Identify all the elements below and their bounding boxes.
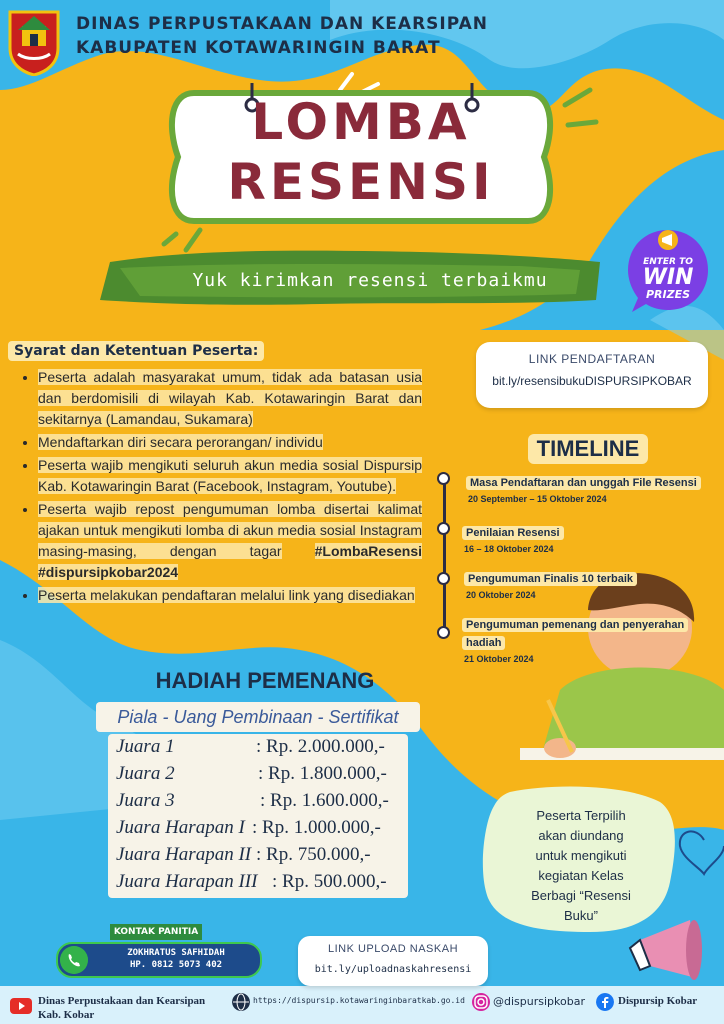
youtube-line-1: Dinas Perpustakaan dan Kearsipan (38, 995, 206, 1007)
contact-phone[interactable]: HP. 0812 5073 402 (129, 960, 223, 970)
youtube-icon[interactable] (10, 998, 32, 1014)
youtube-line-2: Kab. Kobar (38, 1009, 95, 1021)
prize-amount: : Rp. 1.000.000,- (252, 817, 381, 838)
timeline-item (462, 523, 564, 554)
timeline-event-cont: hadiah (462, 636, 505, 650)
prizes-subtitle: Piala - Uang Pembinaan - Sertifikat (96, 702, 420, 732)
timeline-date: 21 Oktober 2024 (464, 654, 534, 664)
upload-link-box[interactable] (298, 936, 488, 986)
whatsapp-phone-icon[interactable] (60, 946, 88, 974)
timeline-date: 20 Oktober 2024 (466, 590, 536, 600)
instagram-icon[interactable] (472, 993, 490, 1011)
timeline-line (443, 474, 446, 634)
note-line: Buku” (564, 908, 598, 923)
prize-rank: Juara 1 (116, 736, 175, 757)
timeline-event: Masa Pendaftaran dan unggah File Resensi (466, 476, 701, 490)
note-text (502, 806, 660, 926)
prize-rank: Juara Harapan I (116, 817, 245, 838)
org-line-2: KABUPATEN KOTAWARINGIN BARAT (76, 38, 441, 58)
prize-amount: : Rp. 2.000.000,- (256, 736, 385, 757)
note-line: kegiatan Kelas (538, 868, 624, 883)
prize-rank: Juara Harapan III (116, 871, 258, 892)
requirements-section (8, 340, 422, 608)
prize-rank: Juara Harapan II (116, 844, 252, 865)
footer-facebook[interactable]: Dispursip Kobar (618, 995, 698, 1007)
prize-amount: : Rp. 1.600.000,- (260, 790, 389, 811)
prize-amount: : Rp. 750.000,- (256, 844, 371, 865)
timeline-item (466, 473, 701, 504)
footer-youtube[interactable] (38, 994, 205, 1022)
requirement-item: • Mendaftarkan diri secara perorangan/ individu (38, 432, 422, 453)
footer-website[interactable]: https://dispursip.kotawaringinbaratkab.go.id (253, 996, 465, 1005)
title-line-2: RESENSI (227, 153, 495, 211)
timeline-event: Pengumuman pemenang dan penyerahan (462, 618, 688, 632)
badge-line-3: PRIZES (645, 288, 691, 301)
timeline-date: 16 – 18 Oktober 2024 (464, 544, 554, 554)
timeline-item (464, 569, 637, 600)
timeline-event: Penilaian Resensi (462, 526, 564, 540)
contest-title (164, 92, 558, 212)
title-line-1: LOMBA (251, 93, 471, 151)
note-line: Berbagi “Resensi (531, 888, 631, 903)
timeline-dot (437, 626, 450, 639)
footer-instagram[interactable]: @dispursipkobar (493, 995, 585, 1008)
requirement-item: • Peserta adalah masyarakat umum, tidak ada batasan usia dan berdomisili di wilayah Kab. Kotawaringin Barat dan sekitarnya (Lamandau, Sukamara) (38, 367, 422, 430)
facebook-icon[interactable] (596, 993, 614, 1011)
requirement-item: • Peserta melakukan pendaftaran melalui link yang disediakan (38, 585, 422, 606)
registration-url[interactable]: bit.ly/resensibukuDISPURSIPKOBAR (492, 374, 692, 388)
requirements-list (8, 367, 422, 606)
upload-label: LINK UPLOAD NASKAH (327, 943, 459, 955)
prize-rank: Juara 2 (116, 763, 175, 784)
upload-url[interactable]: bit.ly/uploadnaskahresensi (314, 964, 472, 975)
timeline-dot (437, 522, 450, 535)
timeline-item (462, 615, 688, 664)
requirements-title: Syarat dan Ketentuan Peserta: (8, 341, 264, 361)
prize-rank: Juara 3 (116, 790, 175, 811)
prize-amount: : Rp. 1.800.000,- (258, 763, 387, 784)
timeline-title: TIMELINE (528, 434, 648, 464)
requirement-item: • Peserta wajib repost pengumuman lomba disertai kalimat ajakan untuk mengikuti lomba di akun media sosial Instagram masing-masing, dengan tagar #LombaResensi #dispursipkobar2024 (38, 499, 422, 583)
organization-title (76, 12, 488, 60)
prizes-title: HADIAH PEMENANG (155, 668, 375, 693)
timeline-dot (437, 572, 450, 585)
prizes-table (108, 734, 408, 898)
timeline-event: Pengumuman Finalis 10 terbaik (464, 572, 637, 586)
registration-label: LINK PENDAFTARAN (528, 352, 656, 366)
note-line: untuk mengikuti (535, 848, 627, 863)
requirement-item: • Peserta wajib mengikuti seluruh akun media sosial Dispursip Kab. Kotawaringin Barat (Facebook, Instagram, Youtube). (38, 455, 422, 497)
badge-line-2: WIN (642, 265, 694, 290)
note-line: akan diundang (538, 828, 624, 843)
timeline-dot (437, 472, 450, 485)
globe-icon[interactable] (232, 993, 250, 1011)
prize-amount: : Rp. 500.000,- (272, 871, 387, 892)
tagline: Yuk kirimkan resensi terbaikmu (192, 270, 548, 291)
contact-details (96, 947, 256, 971)
org-line-1: DINAS PERPUSTAKAAN DAN KEARSIPAN (76, 14, 489, 34)
regency-emblem-icon (6, 8, 62, 76)
badge-text (628, 257, 708, 301)
note-line: Peserta Terpilih (536, 808, 626, 823)
contact-label: KONTAK PANITIA (110, 924, 202, 940)
registration-link-box[interactable] (476, 342, 708, 408)
contact-name: ZOKHRATUS SAFHIDAH (127, 948, 225, 958)
timeline-date: 20 September – 15 Oktober 2024 (468, 494, 607, 504)
hashtags: #LombaResensi #dispursipkobar2024 (38, 543, 422, 580)
badge-line-1: ENTER TO (643, 257, 693, 267)
